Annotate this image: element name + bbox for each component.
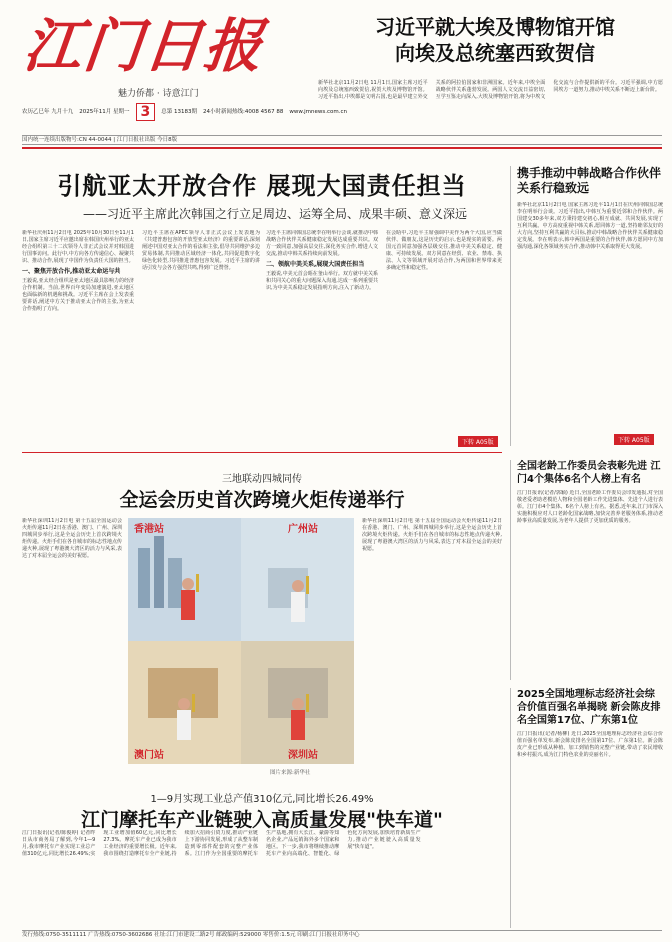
lead-subhead-1: 一、聚焦开放合作,推动亚太命运与共 xyxy=(22,268,121,275)
red-divider xyxy=(22,147,662,149)
photo-label-hongkong: 香港站 xyxy=(134,524,164,535)
photo-label-guangzhou: 广州站 xyxy=(288,524,318,535)
lead-col1-text: 新华社庆州11月2日电 2025年10月30日至11月1日,国家主席习近平应邀出席在韩国庆州举行的亚太经合组织第三十二次领导人非正式会议并对韩国进行国事访问。此行中,中方向各方传递信心、凝聚共识、推动合作,展现了中国作为负责任大国的担当。 xyxy=(22,230,134,264)
right-story-body: 新华社北京11月2日电 国家主席习近平11月1日在庆州同韩国总统李在明举行会谈。习近平指出,中韩互为重要近邻和合作伙伴。两国建交30多年来,双方秉持建交初心,相互成就、共同发展,实现了互利共赢。中方高度重视中韩关系,愿同韩方一道,坚持睦邻友好的大方向,坚持互利共赢的大目标,推动中韩战略合作伙伴关系健康稳定发展。李在明表示,韩中两国是重要的合作伙伴,韩方愿同中方加强沟通,深化各领域务实合作,推动韩中关系取得更大发展。 xyxy=(517,202,663,250)
torch-kicker: 三地联动四城同传 xyxy=(222,474,302,485)
lead-column-2 xyxy=(142,230,260,450)
chenpi-body: 江门日报讯(记者/杨柳) 近日,2025全国地理标志经济社会综合价值百强名单发布,新会陈皮排名全国第17位、广东第1位。新会陈皮产业已形成从种植、加工到销售的完整产业链,带动了农民增收和乡村振兴,成为江门特色农业的亮丽名片。 xyxy=(517,731,663,758)
publication-codebar: 国内统一连续出版物号:CN 44-0044 | 江门日报社出版 今日8版 xyxy=(22,135,662,145)
issue-number: 3 xyxy=(136,103,156,121)
torch-body-dup: 新华社深圳11月2日电 第十五届全国运动会火炬传递11月2日在香港、澳门、广州、深圳四城同步举行,这是全运会历史上首次跨境火炬传递。火炬手们在各自城市的标志性地点传递火种,展现了粤港澳大湾区的活力与风采,表达了对本届全运会的美好祝愿。 xyxy=(362,518,502,552)
lead-col1b-text: 王毅说,亚太经合组织是亚太地区最具影响力的经济合作机制。当前,世界百年变局加速演进,亚太地区也面临新的机遇和挑战。习近平主席在会上发表重要讲话,阐述中方关于推动亚太合作的主张,为亚太合作指明了方向。 xyxy=(22,278,134,312)
masthead-slogan: 魅力侨都 · 诗意江门 xyxy=(118,89,199,99)
lead-col4-text: 在会晤中,习近平主席强调中美作为两个大国,应当做伙伴、做朋友,这是历史的启示,也是现实的需要。两国元首同意加强各层级交往,推动中美关系稳定、健康、可持续发展。双方同意在经贸、农业、禁毒、执法、人文等领域开展对话合作,为两国和世界带来更多确定性和稳定性。 xyxy=(386,230,502,271)
torch-headline[interactable]: 全运会历史首次跨境火炬传递举行 xyxy=(119,489,405,511)
top-story-body: 新华社北京11月2日电 11月1日,国家主席习近平向埃及总统塞西致贺信,祝贺大埃及博物馆开馆。习近平指出,中埃都是文明古国,也是最早建立外交关系的阿拉伯国家和非洲国家。近年来,中埃全面战略伙伴关系蓬勃发展。两国人文交流日益密切,互学互鉴走向深入,大埃及博物馆开馆,将为中埃文化交流与合作提供新的平台。习近平强调,中方愿同埃方一道努力,推动中埃关系不断迈上新台阶。 xyxy=(318,80,663,100)
lunar-date: 农历乙巳年 九月十九 xyxy=(22,108,74,115)
edition-info: 总第 13183期 xyxy=(161,108,197,115)
right-story-korea xyxy=(510,166,662,446)
moto-body: 江门日报讯(记者/陈俊婷) 记者昨日从市商务局了解到,今年1—9月,我市摩托车产业实现工业总产值310亿元,同比增长26.49%;实现工业增加值60亿元,同比增长27.3%。摩托车产业已成为我市工业经济的重要增长极。近年来,我市围绕打造摩托车全产业链,持续加大招商引资力度,推动产业链上下游协同发展,形成了从整车制造到零部件配套的完整产业体系。江门作为全国重要的摩托车生产基地,拥有大长江、豪爵等知名企业,产品远销海外多个国家和地区。下一步,我市将继续推动摩托车产业向高端化、智能化、绿色化方向发展,加快培育新质生产力,推动产业链驶入高质量发展"快车道"。 xyxy=(22,830,421,857)
photo-caption: 图片来源:新华社 xyxy=(270,770,311,776)
torch-body-continued xyxy=(362,518,502,768)
photo-label-shenzhen: 深圳站 xyxy=(288,750,318,761)
photo-label-macau: 澳门站 xyxy=(134,750,164,761)
lead-col3b-text: 王毅说,中美元首会晤在釜山举行。双方就中美关系和共同关心的重大问题深入沟通,达成一系列重要共识,为中美关系稳定发展指明方向,注入了新动力。 xyxy=(266,271,378,291)
torch-body: 新华社深圳11月2日电 第十五届全国运动会火炬传递11月2日在香港、澳门、广州、深圳四城同步举行,这是全运会历史上首次跨境火炬传递。火炬手们在各自城市的标志性地点传递火种,展现了粤港澳大湾区的活力与风采,表达了对本届全运会的美好祝愿。 xyxy=(22,518,122,559)
lead-column-4 xyxy=(386,230,502,430)
torch-photo-collage xyxy=(128,518,354,764)
section-divider xyxy=(22,452,502,453)
lead-column-1 xyxy=(22,230,134,450)
right-headline[interactable]: 携手推动中韩战略合作伙伴关系行稳致远 xyxy=(517,166,662,195)
moto-headline[interactable]: 江门摩托车产业链驶入高质量发展"快车道" xyxy=(81,809,443,831)
lead-continue-link[interactable]: 下转 A05版 xyxy=(458,436,498,447)
lead-subheadline: ——习近平主席此次韩国之行立足周边、运筹全局、成果丰硕、意义深远 xyxy=(82,207,467,221)
lead-col3-text: 习近平主席同韩国总统李在明举行会谈,就推动中韩战略合作伙伴关系健康稳定发展达成重要共识。双方一致同意,加强高层交往,深化务实合作,增进人文交流,推动中韩关系持续向前发展。 xyxy=(266,230,378,257)
moto-kicker: 1—9月实现工业总产值310亿元,同比增长26.49% xyxy=(150,794,374,805)
publish-date: 2025年11月 星期一 xyxy=(79,108,130,115)
lead-col2-text: 习近平主席在APEC领导人非正式会议上发表题为《共建普惠包容的开放型亚太经济》的重要讲话,深刻阐述中国对亚太合作的看法和主张,倡导共同维护多边贸易体制,共同推动区域经济一体化,共同促进数字化绿色化转型,共同推进普惠包容发展。习近平主席的讲话引发与会各方强烈共鸣,得到广泛赞誉。 xyxy=(142,230,260,271)
right-continue-link[interactable]: 下转 A05版 xyxy=(614,434,654,445)
chenpi-headline[interactable]: 2025全国地理标志经济社会综合价值百强名单揭晓 新会陈皮排名全国第17位、广东第1位 xyxy=(517,689,661,726)
top-headline-line1: 习近平就大埃及博物馆开馆 xyxy=(375,15,615,39)
top-headline-line2: 向埃及总统塞西致贺信 xyxy=(395,41,595,65)
lead-headline[interactable]: 引航亚太开放合作 展现大国责任担当 xyxy=(57,172,467,200)
top-story-headline[interactable] xyxy=(330,14,660,66)
right-story-chenpi xyxy=(510,688,662,928)
right-story-elderly xyxy=(510,460,662,680)
hotline: 24小时新闻热线:4008 4567 88 xyxy=(203,108,284,115)
elderly-body: 江门日报讯(记者/郭颖) 近日,全国老龄工作委员会印发通报,对全国敬老爱老助老模范人物和全国老龄工作先进集体、先进个人进行表彰。江门市4个集体、6名个人榜上有名。据悉,近年来,江门市深入实施积极应对人口老龄化国家战略,加快完善养老服务体系,推动老龄事业高质量发展,为老年人提供了更加优质的服务。 xyxy=(517,490,663,524)
website-link[interactable]: www.jmnews.com.cn xyxy=(289,108,347,115)
elderly-headline[interactable]: 全国老龄工作委员会表彰先进 江门4个集体6名个人榜上有名 xyxy=(517,461,661,485)
lead-subhead-2: 二、领航中美关系,展现大国责任担当 xyxy=(266,261,365,268)
masthead-logo: 江门日报 xyxy=(20,12,268,80)
lead-column-3 xyxy=(266,230,378,450)
footer-info: 发行热线:0750-3511111 广告热线:0750-3602686 社址:江门市建设二路2号 邮政编码:529000 零售价:1.5元 印刷:江门日报社印务中心 xyxy=(22,930,662,940)
torch-relay-photo[interactable] xyxy=(128,518,354,764)
